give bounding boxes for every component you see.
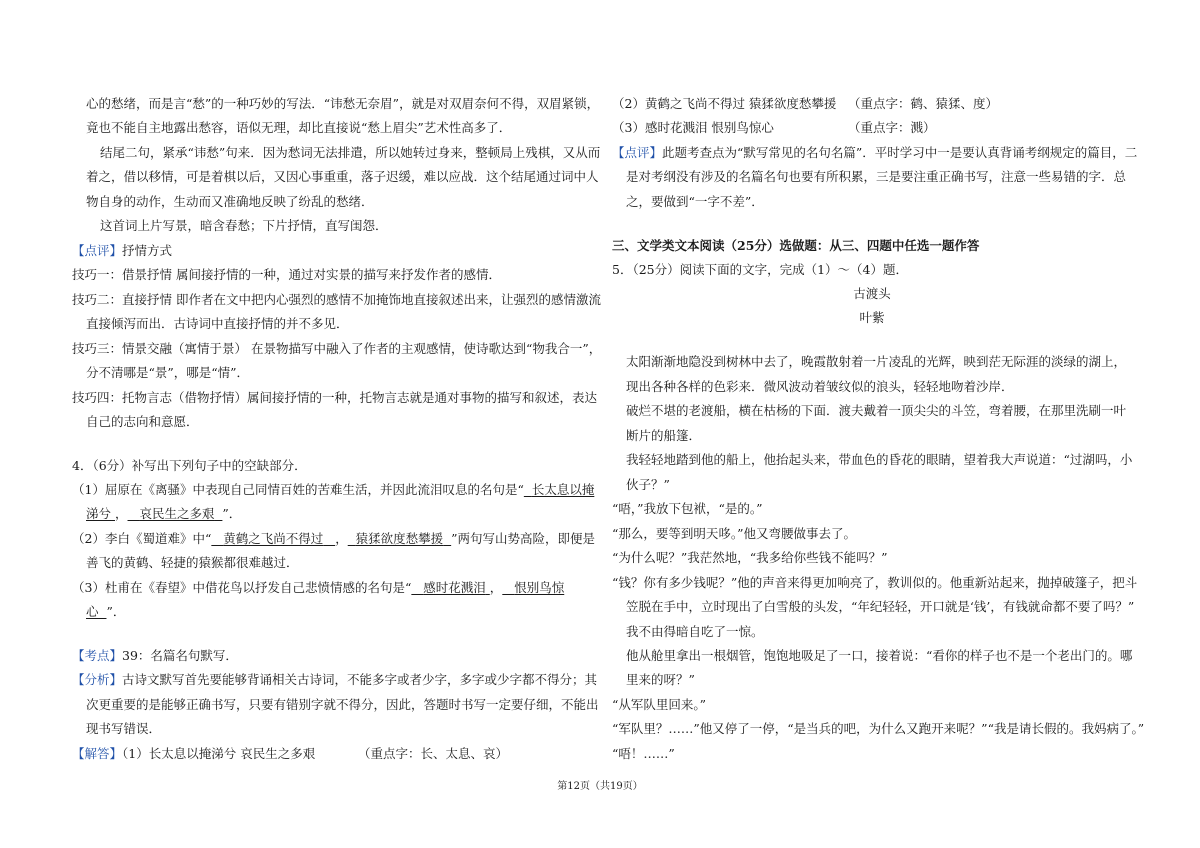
section-heading: 三、文学类文本阅读（25分）选做题：从三、四题中任选一题作答: [612, 238, 980, 253]
text-line: 心的愁绪，而是言“愁”的一种巧妙的写法．“讳愁无奈眉”，就是对双眉奈何不得，双眉紧锁，: [86, 96, 600, 111]
text-line: 技巧四：托物言志（借物抒情）属间接抒情的一种，托物言志就是通对事物的描写和叙述，表达: [72, 390, 598, 405]
page-number: 第12页（共19页）: [557, 781, 643, 792]
text-line: 结尾二句，紧承“讳愁”句来．因为愁词无法排遣，所以她转过身来，整顿局上残棋，又从而: [100, 145, 601, 160]
text-line: 自己的志向和意愿．: [86, 414, 199, 429]
jieda-line: [72, 746, 315, 762]
answer-blank: [411, 580, 489, 595]
question-line: [86, 506, 241, 522]
story-author: 叶紫: [859, 310, 885, 325]
answer-text: 感时花溅泪: [423, 580, 486, 595]
question-heading: 4．（6分）补写出下列句子中的空缺部分．: [72, 458, 307, 473]
story-line: 断片的船篷．: [626, 428, 702, 443]
question-text: （3）杜甫在《春望》中借花鸟以抒发自己悲愤情感的名句是“: [72, 580, 412, 595]
text-line: 直接倾泻而出．古诗词中直接抒情的并不多见．: [86, 316, 349, 331]
question-line: [86, 604, 125, 620]
text-line: 次更重要的是能够正确书写，只要有错别字就不得分，因此，答题时书写一定要仔细，不能出: [86, 697, 599, 712]
jieda-tag: 【解答】: [72, 746, 123, 761]
answer-blank: [502, 580, 564, 595]
answer-text: 哀民生之多艰: [139, 506, 215, 521]
kaodian-line: [72, 648, 238, 664]
text-line: 之，要做到“一字不差”．: [626, 194, 764, 209]
question-line: [72, 531, 595, 547]
story-line: “唔，”我放下包袱，“是的。”: [612, 501, 763, 516]
answer-blank: [86, 506, 115, 521]
question-heading: 5．（25分）阅读下面的文字，完成（1）～（4）题．: [612, 262, 909, 277]
comment-text: 抒情方式: [122, 243, 173, 258]
answer-line: （2）黄鹤之飞尚不得过 猿猱欲度愁攀援: [612, 96, 837, 111]
fenxi-tag: 【分析】: [72, 672, 123, 687]
story-line: 我轻轻地踏到他的船上，他抬起头来，带血色的昏花的眼睛，望着我大声说道：“过湖吗，小: [626, 452, 1133, 467]
punctuation: ，: [115, 506, 128, 521]
key-characters-note: （重点字：长、太息、哀）: [358, 746, 509, 761]
story-line: 笠脱在手中，立时现出了白雪般的头发，“年纪轻轻，开口就是‘钱’，有钱就命都不要了吗？”: [626, 599, 1135, 614]
text-line: 着之，借以移情，可是着棋以后，又因心事重重，落子迟缓，难以应战．这个结尾通过词中人: [86, 169, 599, 184]
comment-text: 此题考查点为“默写常见的名句名篇”．平时学习中一是要认真背诵考纲规定的篇目，二: [662, 145, 1138, 160]
question-line: [72, 580, 564, 596]
question-line: [72, 482, 594, 498]
key-characters-note: （重点字：溅）: [848, 120, 936, 135]
answer-text: 涕兮: [86, 506, 112, 521]
answer-line: （3）感时花溅泪 恨别鸟惊心: [612, 120, 774, 135]
story-line: 现出各种各样的色彩来．微风波动着皱纹似的浪头，轻轻地吻着沙岸．: [626, 379, 1014, 394]
comment-line: [612, 145, 1137, 161]
jieda-text: （1）长太息以掩涕兮 哀民生之多艰: [122, 746, 316, 761]
kaodian-text: 39：名篇名句默写．: [122, 648, 238, 663]
answer-blank: [211, 531, 335, 546]
story-line: 破烂不堪的老渡船，横在枯杨的下面．渡夫戴着一顶尖尖的斗笠，弯着腰，在那里洗刷一叶: [626, 403, 1127, 418]
comment-line: [72, 243, 172, 259]
answer-blank: [86, 604, 106, 619]
key-characters-note: （重点字：鹤、猿猱、度）: [848, 96, 999, 111]
text-line: 技巧二：直接抒情 即作者在文中把内心强烈的感情不加掩饰地直接叙述出来，让强烈的感情激流: [72, 292, 601, 307]
text-line: 物自身的动作，生动而又准确地反映了纷乱的愁绪．: [86, 194, 374, 209]
answer-text: 黄鹤之飞尚不得过: [223, 531, 324, 546]
answer-text: 猿猱欲度愁攀援: [355, 531, 444, 546]
text-line: 分不清哪是“景”，哪是“情”．: [86, 365, 250, 380]
story-line: 伙子？”: [626, 477, 670, 492]
punctuation: ”．: [106, 604, 126, 619]
answer-text: 长太息以掩: [531, 482, 595, 497]
answer-blank: [128, 506, 223, 521]
story-line: 里来的呀？”: [626, 672, 695, 687]
story-line: “为什么呢？”我茫然地，“我多给你些钱不能吗？”: [612, 550, 888, 565]
punctuation: ，: [489, 580, 503, 595]
kaodian-tag: 【考点】: [72, 648, 123, 663]
story-title: 古渡头: [853, 286, 891, 301]
story-line: 他从舱里拿出一根烟管，饱饱地吸足了一口，接着说：“看你的样子也不是一个老出门的。哪: [626, 648, 1133, 663]
answer-text: 心: [86, 604, 99, 619]
text-line: 竟也不能自主地露出愁容，语似无理，却比直接说“愁上眉尖”艺术性高多了．: [86, 120, 512, 135]
question-text: （2）李白《蜀道难》中“: [72, 531, 212, 546]
text-line: 技巧三：情景交融（寓情于景） 在景物描写中融入了作者的主观感情，使诗歌达到“物我合一”，: [72, 341, 602, 356]
comment-tag: 【点评】: [612, 145, 663, 160]
story-line: “军队里？……”他又停了一停，“是当兵的吧，为什么又跑开来呢？”“我是请长假的。我妈病了。”: [612, 721, 1145, 736]
story-line: 我不由得暗自吃了一惊。: [626, 624, 764, 639]
text-line: 这首词上片写景，暗含春愁；下片抒情，直写闺怨．: [100, 218, 388, 233]
story-line: “唔！……”: [612, 746, 675, 761]
story-line: 太阳渐渐地隐没到树林中去了，晚霞散射着一片凌乱的光辉，映到茫无际涯的淡绿的湖上，: [626, 354, 1127, 369]
answer-text: 恨别鸟惊: [514, 580, 565, 595]
text-line: 现书写错误．: [86, 721, 162, 736]
answer-blank: [348, 531, 451, 546]
story-line: “钱？你有多少钱呢？”他的声音来得更加响亮了，教训似的。他重新站起来，抛掉破篷子，把斗: [612, 575, 1138, 590]
text-line: 善飞的黄鹤、轻捷的猿猴都很难越过．: [86, 555, 299, 570]
punctuation: ，: [335, 531, 348, 546]
story-line: “那么，要等到明天哆。”他又弯腰做事去了。: [612, 526, 857, 541]
text-line: 是对考纲没有涉及的名篇名句也要有所积累，三是要注重正确书写，注意一些易错的字．总: [626, 169, 1127, 184]
question-text: （1）屈原在《离骚》中表现自己同情百姓的苦难生活，并因此流泪叹息的名句是“: [72, 482, 524, 497]
fenxi-line: [72, 672, 597, 688]
question-text: ”两句写山势高险，即便是: [451, 531, 596, 546]
punctuation: ”．: [222, 506, 242, 521]
fenxi-text: 古诗文默写首先要能够背诵相关古诗词，不能多字或者少字，多字或少字都不得分；其: [122, 672, 598, 687]
comment-tag: 【点评】: [72, 243, 123, 258]
answer-blank: [524, 482, 594, 497]
story-line: “从军队里回来。”: [612, 697, 707, 712]
text-line: 技巧一：借景抒情 属间接抒情的一种，通过对实景的描写来抒发作者的感情．: [72, 267, 501, 282]
